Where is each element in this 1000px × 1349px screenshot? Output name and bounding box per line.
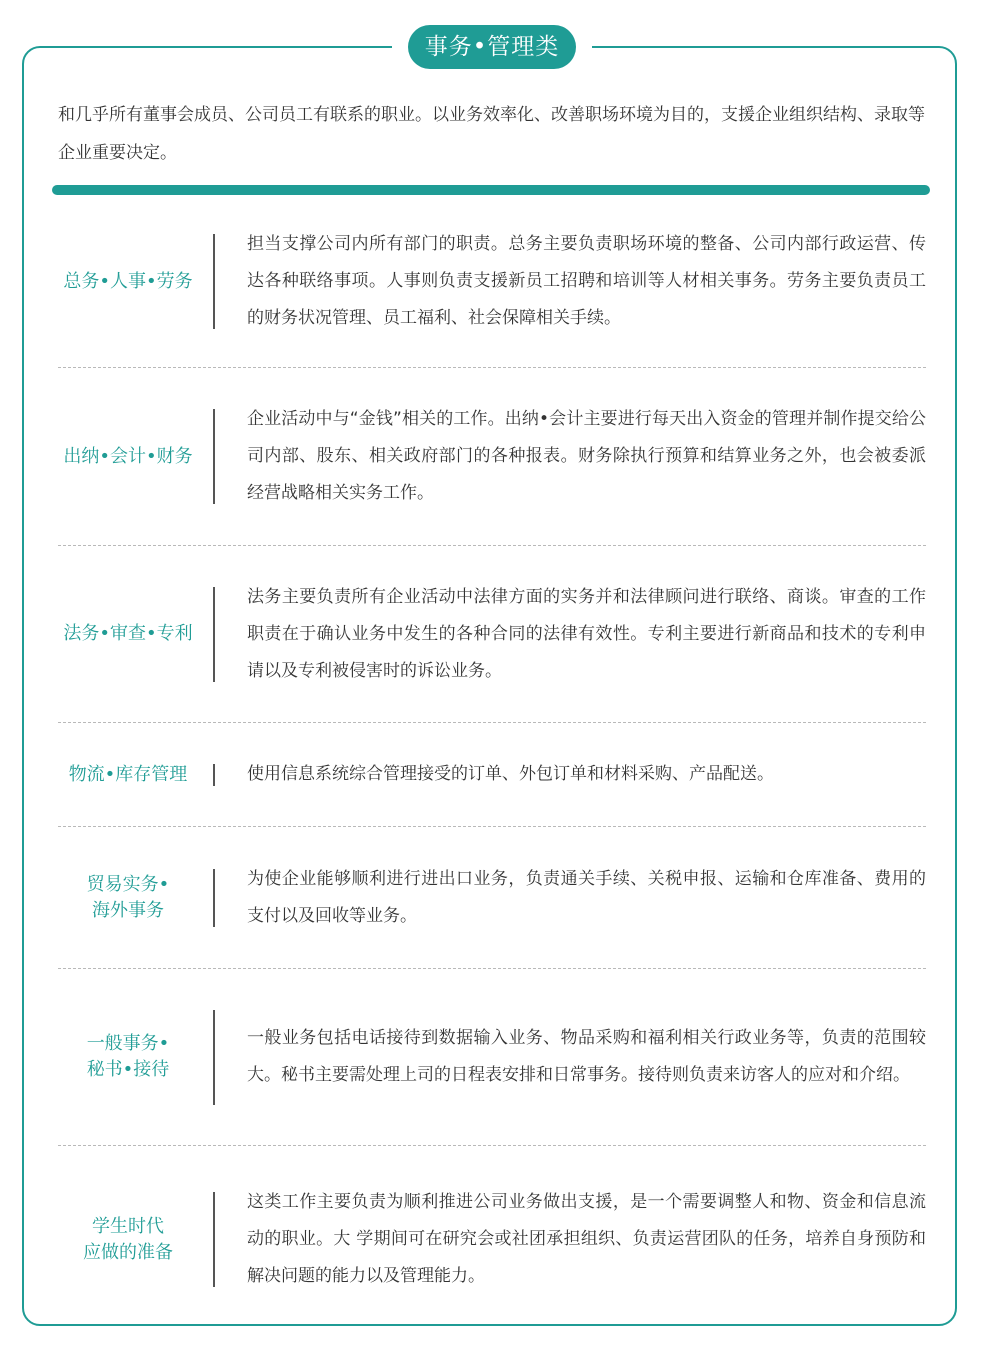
- job-row: [58, 1146, 926, 1333]
- section-title: 事务•管理类: [408, 25, 576, 69]
- category-description: 这类工作主要负责为顺利推进公司业务做出支援，是一个需要调整人和物、资金和信息流动的职业。大 学期间可在研究会或社团承担组织、负责运营团队的任务，培养自身预防和解决问题的能力以及管理能力。: [247, 1192, 926, 1286]
- separator-line: [213, 409, 215, 504]
- job-row: [58, 723, 926, 827]
- separator-line: [213, 587, 215, 682]
- job-row: [58, 827, 926, 969]
- intro-paragraph: 和几乎所有董事会成员、公司员工有联系的职业。以业务效率化、改善职场环境为目的，支援企业组织结构、录取等企业重要决定。: [58, 105, 925, 163]
- job-row: [58, 969, 926, 1146]
- job-row: [58, 546, 926, 723]
- category-description: 使用信息系统综合管理接受的订单、外包订单和材料采购、产品配送。: [247, 764, 774, 784]
- category-label: 学生时代 应做的准备: [83, 1215, 173, 1263]
- separator-line: [213, 764, 215, 786]
- job-row: [58, 368, 926, 546]
- category-label: 贸易实务• 海外事务: [86, 873, 170, 921]
- category-description: 法务主要负责所有企业活动中法律方面的实务并和法律顾问进行联络、商谈。审查的工作职责在于确认业务中发生的各种合同的法律有效性。专利主要进行新商品和技术的专利申请以及专利被侵害时的诉讼业务。: [247, 586, 926, 681]
- separator-line: [213, 234, 215, 329]
- separator-line: [213, 1192, 215, 1287]
- category-label: 总务•人事•劳务: [63, 270, 193, 292]
- category-label: 法务•审查•专利: [63, 623, 193, 644]
- separator-line: [213, 869, 215, 927]
- category-description: 担当支撑公司内所有部门的职责。总务主要负责职场环境的整备、公司内部行政运营、传达各种联络事项。人事则负责支援新员工招聘和培训等人材相关事务。劳务主要负责员工的财务状况管理、员工福利、社会保障相关手续。: [247, 234, 926, 328]
- job-row: [58, 196, 926, 368]
- category-description: 一般业务包括电话接待到数据输入业务、物品采购和福利相关行政业务等，负责的范围较大。秘书主要需处理上司的日程表安排和日常事务。接待则负责来访客人的应对和介绍。: [247, 1028, 926, 1085]
- category-description: 为使企业能够顺利进行进出口业务，负责通关手续、关税申报、运输和仓库准备、费用的支付以及回收等业务。: [247, 868, 926, 926]
- category-description: 企业活动中与“金钱”相关的工作。出纳•会计主要进行每天出入资金的管理并制作提交给公司内部、股东、相关政府部门的各种报表。财务除执行预算和结算业务之外，也会被委派经营战略相关实务工作。: [247, 409, 926, 503]
- divider-bar: [52, 185, 930, 195]
- job-category-list: [58, 196, 926, 1333]
- separator-line: [213, 1010, 215, 1105]
- category-label: 出纳•会计•财务: [63, 445, 193, 467]
- category-label: 一般事务• 秘书•接待: [86, 1033, 170, 1080]
- category-label: 物流•库存管理: [68, 763, 188, 785]
